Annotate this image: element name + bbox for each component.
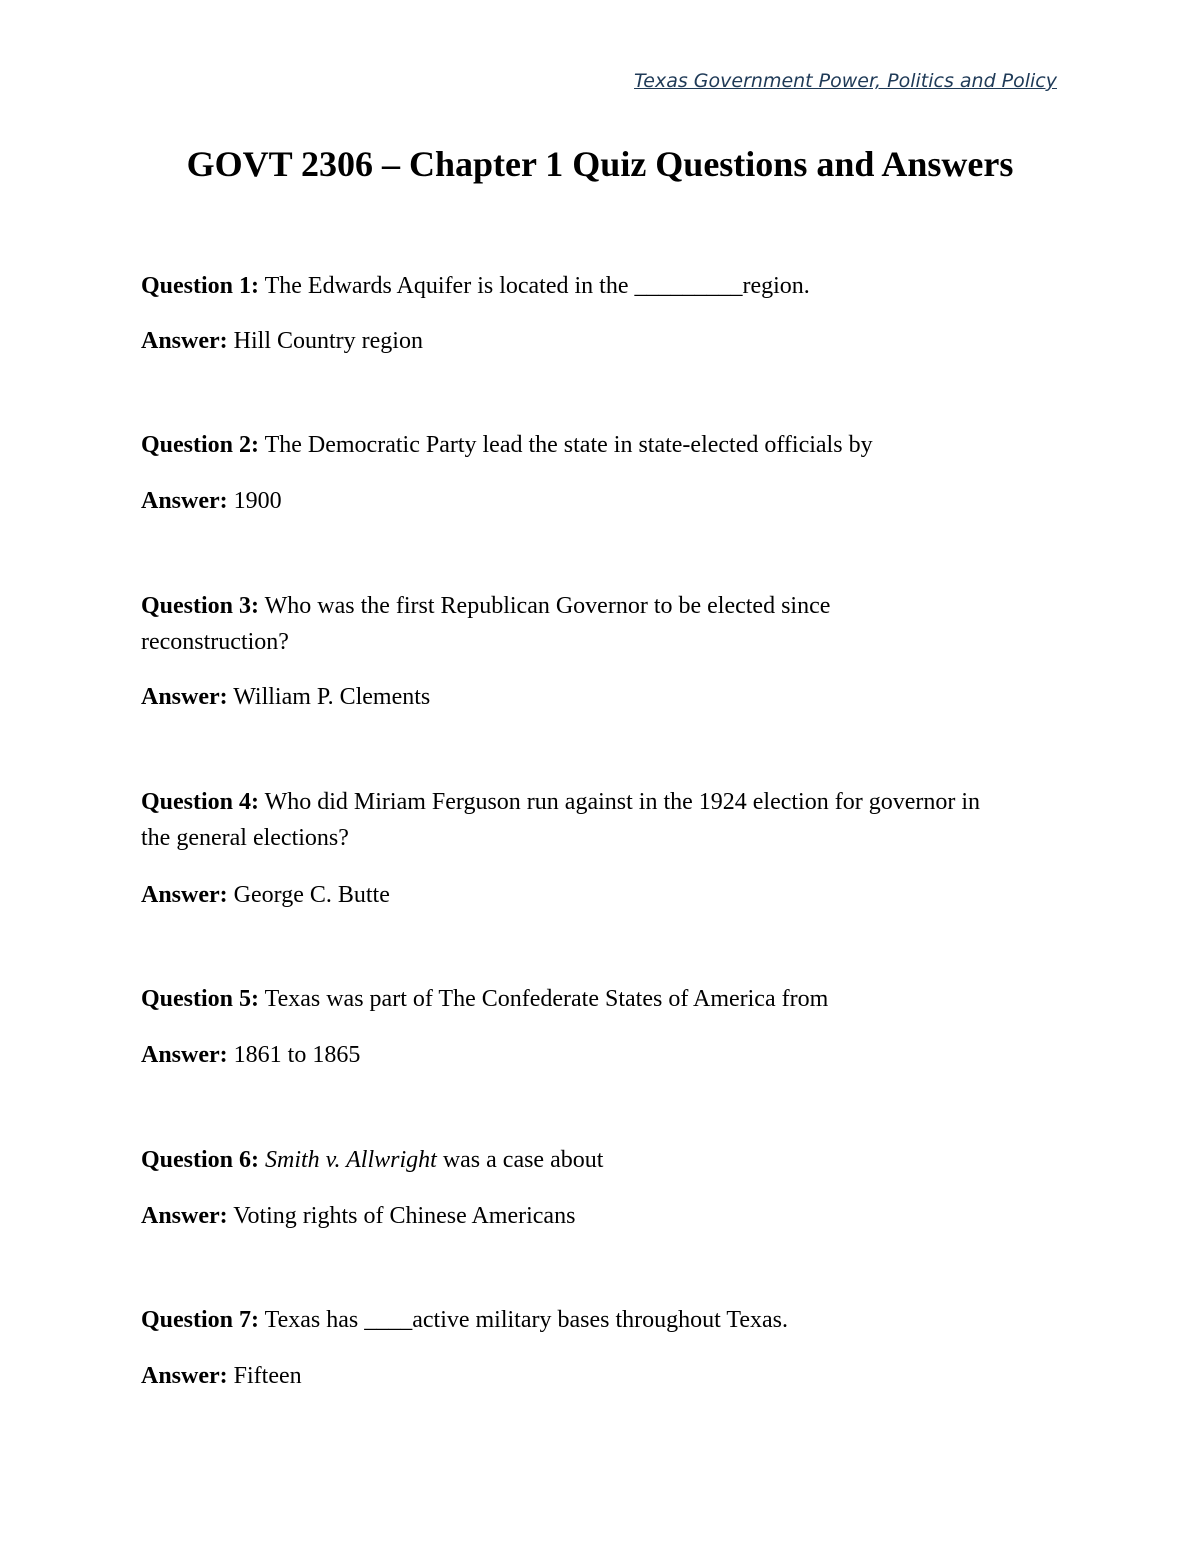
question-label: Question 6:: [141, 1147, 260, 1173]
answer-text: Fifteen: [233, 1363, 302, 1389]
answer-text: Hill Country region: [233, 328, 423, 354]
answer-text: 1861 to 1865: [233, 1042, 361, 1068]
answer-label: Answer:: [141, 1203, 228, 1229]
question-6: [141, 1142, 1041, 1178]
question-label: Question 5:: [141, 986, 260, 1012]
question-5: [141, 981, 1041, 1017]
answer-label: Answer:: [141, 488, 228, 514]
answer-label: Answer:: [141, 882, 228, 908]
case-name: Smith v. Allwright: [265, 1147, 437, 1173]
question-4: [141, 784, 991, 856]
question-text: The Edwards Aquifer is located in the _________region.: [264, 273, 810, 299]
answer-label: Answer:: [141, 1042, 228, 1068]
question-text: Texas was part of The Confederate States of America from: [264, 986, 829, 1012]
answer-5: [141, 1037, 1041, 1073]
answer-text: William P. Clements: [233, 684, 431, 710]
document-title: GOVT 2306 – Chapter 1 Quiz Questions and Answers: [186, 144, 1014, 184]
question-label: Question 1:: [141, 273, 260, 299]
answer-4: [141, 877, 1041, 913]
answer-text: Voting rights of Chinese Americans: [233, 1203, 576, 1229]
answer-text: 1900: [233, 488, 282, 514]
answer-2: [141, 483, 1041, 519]
question-text: Who did Miriam Ferguson run against in the 1924 election for governor in the general elections?: [141, 789, 981, 851]
answer-3: [141, 679, 1041, 715]
question-label: Question 7:: [141, 1307, 260, 1333]
question-1: [141, 268, 1041, 304]
answer-6: [141, 1198, 1041, 1234]
question-text: Texas has ____active military bases throughout Texas.: [264, 1307, 788, 1333]
answer-label: Answer:: [141, 328, 228, 354]
question-label: Question 2:: [141, 432, 260, 458]
question-7: [141, 1302, 1041, 1338]
question-2: [141, 427, 1041, 463]
question-text: Who was the first Republican Governor to be elected since reconstruction?: [141, 593, 831, 655]
answer-1: [141, 323, 1041, 359]
answer-label: Answer:: [141, 684, 228, 710]
answer-label: Answer:: [141, 1363, 228, 1389]
question-3: [141, 588, 961, 660]
answer-text: George C. Butte: [233, 882, 390, 908]
question-label: Question 4:: [141, 789, 260, 815]
running-header: Texas Government Power, Politics and Policy: [634, 70, 1057, 92]
question-text: The Democratic Party lead the state in state-elected officials by: [264, 432, 873, 458]
question-text: was a case about: [442, 1147, 604, 1173]
question-label: Question 3:: [141, 593, 260, 619]
answer-7: [141, 1358, 1041, 1394]
